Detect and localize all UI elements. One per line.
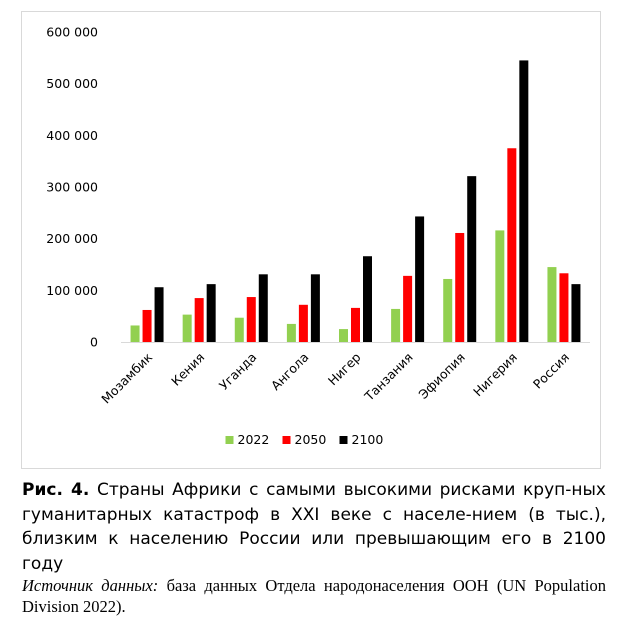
bar-2100-2	[259, 274, 268, 342]
y-tick-label: 600 000	[46, 24, 98, 40]
chart-area	[21, 11, 601, 469]
legend-swatch-2022	[226, 436, 234, 444]
bar-2100-1	[207, 284, 216, 342]
source-label: Источник данных:	[22, 576, 159, 595]
bar-2100-6	[467, 176, 476, 342]
bar-2050-2	[247, 297, 256, 342]
y-tick-label: 0	[90, 334, 98, 350]
bar-2050-4	[351, 308, 360, 342]
bar-2022-2	[235, 318, 244, 342]
bar-2100-5	[415, 216, 424, 342]
y-tick-label: 100 000	[46, 282, 98, 298]
figure-caption	[22, 478, 606, 576]
category-label: Эфиопия	[415, 349, 468, 402]
bar-2022-4	[339, 329, 348, 342]
bar-2100-8	[571, 284, 580, 342]
legend-label-2100: 2100	[351, 432, 384, 447]
category-label: Танзания	[361, 349, 416, 404]
category-label: Ангола	[267, 349, 312, 394]
bar-2050-0	[143, 310, 152, 342]
bar-2100-4	[363, 256, 372, 342]
legend-swatch-2100	[340, 436, 348, 444]
bar-2022-3	[287, 324, 296, 342]
category-label: Мозамбик	[98, 349, 156, 407]
bar-2022-0	[131, 325, 140, 342]
data-source-note	[22, 575, 606, 617]
bar-2022-6	[443, 279, 452, 342]
category-label: Уганда	[216, 349, 260, 393]
y-tick-label: 300 000	[46, 179, 98, 195]
bar-2050-1	[195, 298, 204, 342]
bar-2050-5	[403, 276, 412, 342]
legend-label-2022: 2022	[237, 432, 270, 447]
bar-2022-5	[391, 309, 400, 342]
bar-2050-7	[507, 148, 516, 342]
legend-swatch-2050	[283, 436, 291, 444]
category-label: Нигерия	[470, 349, 520, 400]
bar-2050-6	[455, 233, 464, 342]
y-tick-label: 400 000	[46, 127, 98, 143]
bar-2022-1	[183, 315, 192, 342]
y-tick-label: 500 000	[46, 76, 98, 92]
figure-label: Рис. 4.	[22, 480, 90, 500]
category-label: Кения	[168, 349, 208, 389]
source-text: база данных Отдела народонаселения ООН (UN Population Division 2022).	[22, 576, 606, 616]
y-tick-label: 200 000	[46, 231, 98, 247]
legend-label-2050: 2050	[294, 432, 327, 447]
category-label: Россия	[529, 349, 573, 392]
bar-2050-8	[559, 273, 568, 342]
figure-caption-text: Страны Африки с самыми высокими рисками круп-ных гуманитарных катастроф в XXI веке с населе-нием (в тыс.), близким к населению России или превышающим его в 2100 году	[22, 480, 606, 574]
bar-2050-3	[299, 305, 308, 342]
bar-chart	[22, 12, 600, 468]
bar-2100-3	[311, 274, 320, 342]
bar-2022-8	[547, 267, 556, 342]
bar-2022-7	[495, 230, 504, 342]
category-label: Нигер	[324, 349, 364, 389]
bar-2100-0	[155, 287, 164, 342]
bar-2100-7	[519, 60, 528, 342]
